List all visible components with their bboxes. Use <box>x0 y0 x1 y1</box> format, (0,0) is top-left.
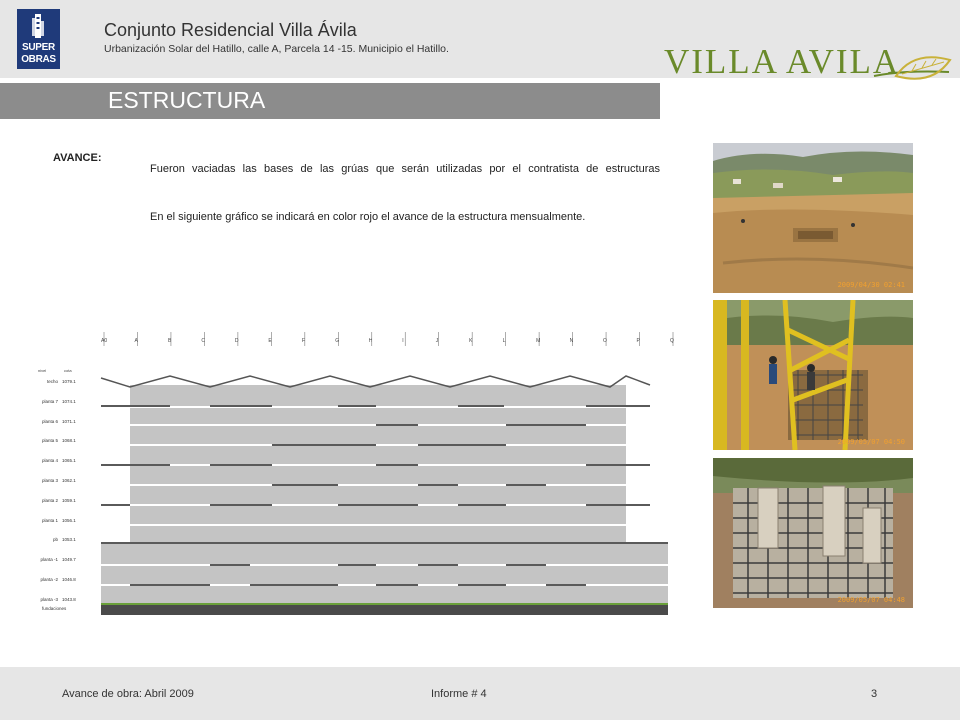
axis-label: H <box>368 338 373 344</box>
level-name: planta 4 <box>41 458 58 463</box>
level-name: pb <box>52 537 58 542</box>
level-cota: 1079.1 <box>62 379 76 384</box>
axis-label: C <box>201 338 206 344</box>
level-name: techo <box>46 379 58 384</box>
level-name: planta 7 <box>41 399 58 404</box>
structure-progress-diagram <box>30 330 680 620</box>
photo-timestamp: 2009/05/07 04:48 <box>837 596 905 604</box>
level-name: planta 6 <box>41 419 58 424</box>
axis-label: B <box>167 338 172 344</box>
project-address: Urbanización Solar del Hatillo, calle A, Parcela 14 -15. Municipio el Hatillo. <box>104 43 449 55</box>
level-cota: 1049.7 <box>62 557 76 562</box>
foundation-line <box>101 603 668 605</box>
logo-text-2: OBRAS <box>21 54 56 65</box>
column-axes <box>101 332 674 346</box>
site-photo-crane-base <box>713 300 913 450</box>
logo-text-1: SUPER <box>22 42 55 53</box>
level-cota: 1053.1 <box>62 537 76 542</box>
page-number: 3 <box>871 688 878 700</box>
photo-timestamp: 2009/05/07 04:50 <box>837 438 905 446</box>
axis-label: A0 <box>101 338 108 344</box>
level-name: planta -3 <box>40 597 58 602</box>
foundation-slab <box>101 605 668 615</box>
site-photo-rebar-formwork <box>713 458 913 608</box>
level-cota: 1068.1 <box>62 438 76 443</box>
level-name: planta -2 <box>40 577 58 582</box>
axis-label: J <box>435 338 439 344</box>
level-cota: 1074.1 <box>62 399 76 404</box>
axis-label: D <box>234 338 239 344</box>
axis-label: N <box>569 338 574 344</box>
level-name: planta 1 <box>41 518 58 523</box>
footer-report-number: Informe # 4 <box>431 688 487 700</box>
level-cota: 1043.8 <box>62 597 76 602</box>
leaf-icon <box>664 40 954 90</box>
axis-label: G <box>335 338 340 344</box>
axis-label: I <box>402 338 404 344</box>
axis-label: Q <box>670 338 674 344</box>
level-name: planta -1 <box>40 557 58 562</box>
axis-label: O <box>603 338 607 344</box>
header-cota: cota <box>64 368 72 373</box>
level-labels <box>40 379 76 602</box>
villa-avila-logo <box>664 40 954 90</box>
axis-label: A <box>134 338 138 344</box>
level-name: planta 3 <box>41 478 58 483</box>
photo-timestamp: 2009/04/30 02:41 <box>837 281 905 289</box>
axis-label: K <box>469 338 473 344</box>
axis-label: L <box>502 338 506 344</box>
axis-label: E <box>268 338 272 344</box>
axis-label: M <box>536 338 541 344</box>
level-cota: 1056.1 <box>62 518 76 523</box>
level-cota: 1046.8 <box>62 577 76 582</box>
level-name: planta 5 <box>41 438 58 443</box>
site-photo-excavation <box>713 143 913 293</box>
project-title: Conjunto Residencial Villa Ávila <box>104 20 357 40</box>
foundation-label: fundaciones <box>42 606 67 611</box>
section-banner <box>0 83 660 119</box>
progress-paragraph-1: Fueron vaciadas las bases de las grúas que serán utilizadas por el contratista de estructuras <box>150 163 660 175</box>
building-icon <box>29 12 47 40</box>
basement-block <box>101 543 668 603</box>
axis-label: F <box>301 338 305 344</box>
section-title: ESTRUCTURA <box>108 87 266 113</box>
footer-report-period: Avance de obra: Abril 2009 <box>62 688 194 700</box>
avance-label: AVANCE: <box>53 152 102 164</box>
header-nivel: nivel <box>38 368 47 373</box>
level-name: planta 2 <box>41 498 58 503</box>
axis-label: P <box>636 338 640 344</box>
level-cota: 1065.1 <box>62 458 76 463</box>
level-cota: 1059.1 <box>62 498 76 503</box>
superobras-logo <box>17 9 60 69</box>
level-cota: 1071.1 <box>62 419 76 424</box>
level-cota: 1062.1 <box>62 478 76 483</box>
progress-paragraph-2: En el siguiente gráfico se indicará en color rojo el avance de la estructura mensualmente. <box>150 211 586 223</box>
footer <box>0 667 960 720</box>
brand-name: VILLA AVILA <box>664 42 901 81</box>
